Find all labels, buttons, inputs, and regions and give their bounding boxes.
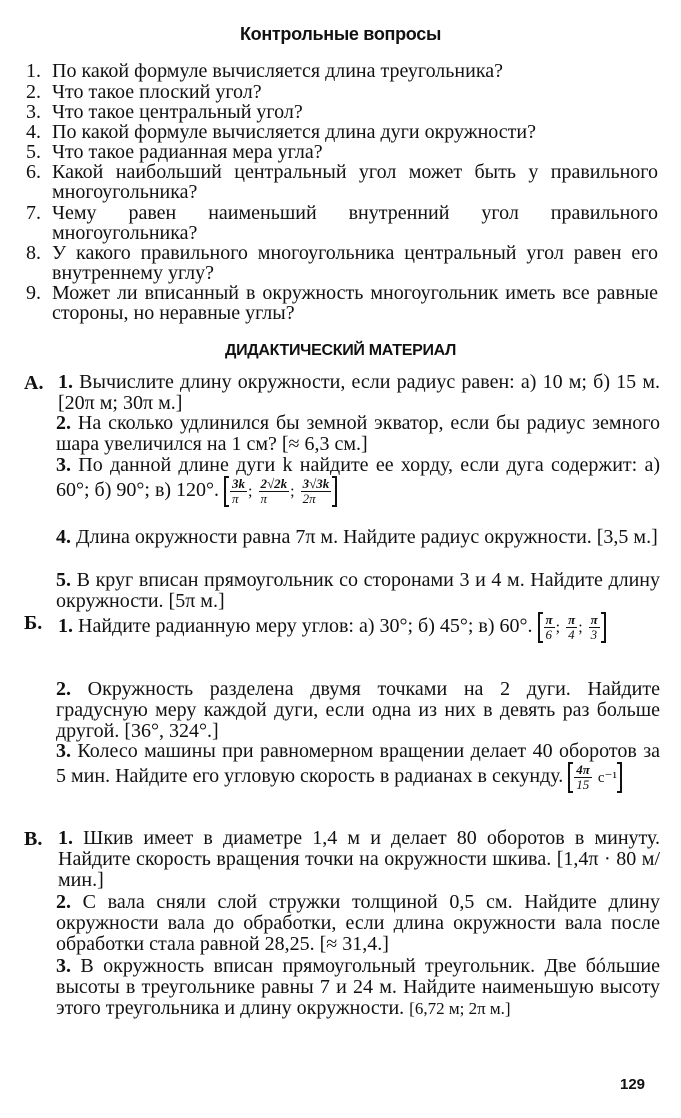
question-item xyxy=(26,203,658,243)
exercise-text: Шкив имеет в диаметре 1,4 м и делает 80 оборотов в минуту. Найдите скорость вращения точки на окружности шкива. [1,4π · 80 м/мин.] xyxy=(58,827,661,891)
exercise-text: По данной длине дуги k найдите ее хорду, если дуга содержит: а) 60°; б) 90°; в) 120°. xyxy=(56,454,660,502)
page-number: 129 xyxy=(620,1076,646,1093)
exercise-number: 3. xyxy=(56,740,71,762)
question-text: По какой формуле вычисляется длина дуги окружности? xyxy=(52,121,536,143)
exercise-number: 5. xyxy=(56,569,71,591)
exercise-text: С вала сняли слой стружки толщиной 0,5 см. Найдите длину окружности вала до обработки, если длина окружности вала после обработки стала равной 28,25. [≈ 31,4.] xyxy=(56,891,661,955)
exercise-text: Длина окружности равна 7π м. Найдите радиус окружности. [3,5 м.] xyxy=(76,526,658,548)
question-item xyxy=(26,142,658,162)
exercise-text: В окружность вписан прямоугольный треугольник. Две бóльшие высоты в треугольнике равны 7 и 24 м. Найдите наименьшую высоту этого треугольника и длину окружности. xyxy=(56,955,660,1019)
question-item xyxy=(26,283,658,323)
page-title: Контрольные вопросы xyxy=(239,24,442,44)
question-number: 1. xyxy=(26,60,41,82)
question-number: 4. xyxy=(26,121,41,143)
exercise-number: 4. xyxy=(56,526,71,548)
exercise-number: 3. xyxy=(56,955,71,977)
exercise-text: Колесо машины при равномерном вращении делает 40 оборотов за 5 мин. Найдите его угловую скорость в радианах в секунду. xyxy=(56,740,660,788)
exercise-number: 1. xyxy=(58,615,73,638)
section-a-letter: А. xyxy=(24,372,44,394)
question-item xyxy=(26,82,658,102)
question-number: 5. xyxy=(26,141,41,163)
answer-fraction: $\frac{3√3k}{2\pi}$ xyxy=(302,476,330,506)
exercise-v-3 xyxy=(56,956,660,1019)
answer-bracket: $\frac{\pi}{6}$ ; $\frac{\pi}{4}$ ; $\frac{\pi}{3}$ xyxy=(538,612,606,643)
question-text: Что такое плоский угол? xyxy=(52,81,262,103)
answer-bracket: $\frac{3k}{\pi}$ ; $\frac{2√2k}{\pi}$ ; $\frac{3√3k}{2\pi}$ xyxy=(224,476,337,507)
question-item xyxy=(26,102,658,122)
question-item xyxy=(26,122,658,142)
question-text: По какой формуле вычисляется длина треугольника? xyxy=(52,60,503,82)
exercise-b-3 xyxy=(56,741,660,793)
question-number: 9. xyxy=(26,282,41,304)
answer-bracket xyxy=(568,762,622,793)
answer-fraction: $\frac{3k}{\pi}$ xyxy=(232,476,246,506)
question-text: Какой наибольший центральный угол может быть у правильного многоугольника? xyxy=(52,161,658,203)
question-number: 6. xyxy=(26,161,41,183)
exercise-number: 2. xyxy=(56,678,71,700)
exercise-a-2 xyxy=(56,413,660,455)
exercise-number: 1. xyxy=(58,827,73,849)
question-text: Что такое центральный угол? xyxy=(52,101,303,123)
question-number: 2. xyxy=(26,81,41,103)
exercise-a-3 xyxy=(56,455,660,507)
answer-fraction: $\frac{\pi}{3}$ xyxy=(590,612,598,642)
exercise-number: 2. xyxy=(56,412,71,434)
exercise-text: На сколько удлинился бы земной экватор, если бы радиус земного шара увеличился на 1 см? [≈ 6,3 см.] xyxy=(56,412,661,455)
answer-fraction: $\frac{\pi}{4}$ xyxy=(568,612,576,642)
exercise-v-1 xyxy=(58,828,660,891)
question-item xyxy=(26,162,658,202)
exercise-text: Окружность разделена двумя точками на 2 дуги. Найдите градусную меру каждой дуги, если одна из них в девять раз больше другой. [36°, 324°.] xyxy=(56,678,660,742)
exercise-number: 3. xyxy=(56,454,71,476)
answer-fraction: $\frac{2√2k}{\pi}$ xyxy=(260,476,288,506)
exercise-number: 2. xyxy=(56,891,71,913)
exercise-v-2 xyxy=(56,892,660,955)
section-v-letter: В. xyxy=(24,828,43,850)
exercise-text: Найдите радианную меру углов: а) 30°; б) 45°; в) 60°. xyxy=(78,615,533,638)
question-text: Чему равен наименьший внутренний угол правильного многоугольника? xyxy=(52,202,658,244)
answer-unit: с⁻¹ xyxy=(597,770,617,787)
section-b-letter: Б. xyxy=(24,612,43,634)
answer-fraction: $\frac{\pi}{6}$ xyxy=(545,612,553,642)
exercise-a-4 xyxy=(56,527,660,548)
exercise-b-2 xyxy=(56,679,660,742)
exercise-b-1 xyxy=(58,612,660,643)
question-number: 7. xyxy=(26,202,41,224)
exercise-a-5 xyxy=(56,570,660,612)
section-title: ДИДАКТИЧЕСКИЙ МАТЕРИАЛ xyxy=(224,342,457,359)
exercise-number: 1. xyxy=(58,371,73,393)
exercise-a-1 xyxy=(58,372,660,414)
question-number: 3. xyxy=(26,101,41,123)
question-text: Может ли вписанный в окружность многоугольник иметь все равные стороны, но неравные углы? xyxy=(52,282,658,324)
question-item xyxy=(26,61,658,81)
question-text: Что такое радианная мера угла? xyxy=(52,141,323,163)
question-number: 8. xyxy=(26,242,41,264)
exercise-text: Вычислите длину окружности, если радиус равен: а) 10 м; б) 15 м. [20π м; 30π м.] xyxy=(58,371,660,414)
handwritten-answer: [6,72 м; 2π м.] xyxy=(409,999,511,1018)
exercise-text: В круг вписан прямоугольник со сторонами 3 и 4 м. Найдите длину окружности. [5π м.] xyxy=(56,569,661,612)
question-text: У какого правильного многоугольника центральный угол равен его внутреннему углу? xyxy=(52,242,658,284)
question-item xyxy=(26,243,658,283)
answer-fraction: $\frac{4\pi}{15}$ xyxy=(576,762,590,792)
